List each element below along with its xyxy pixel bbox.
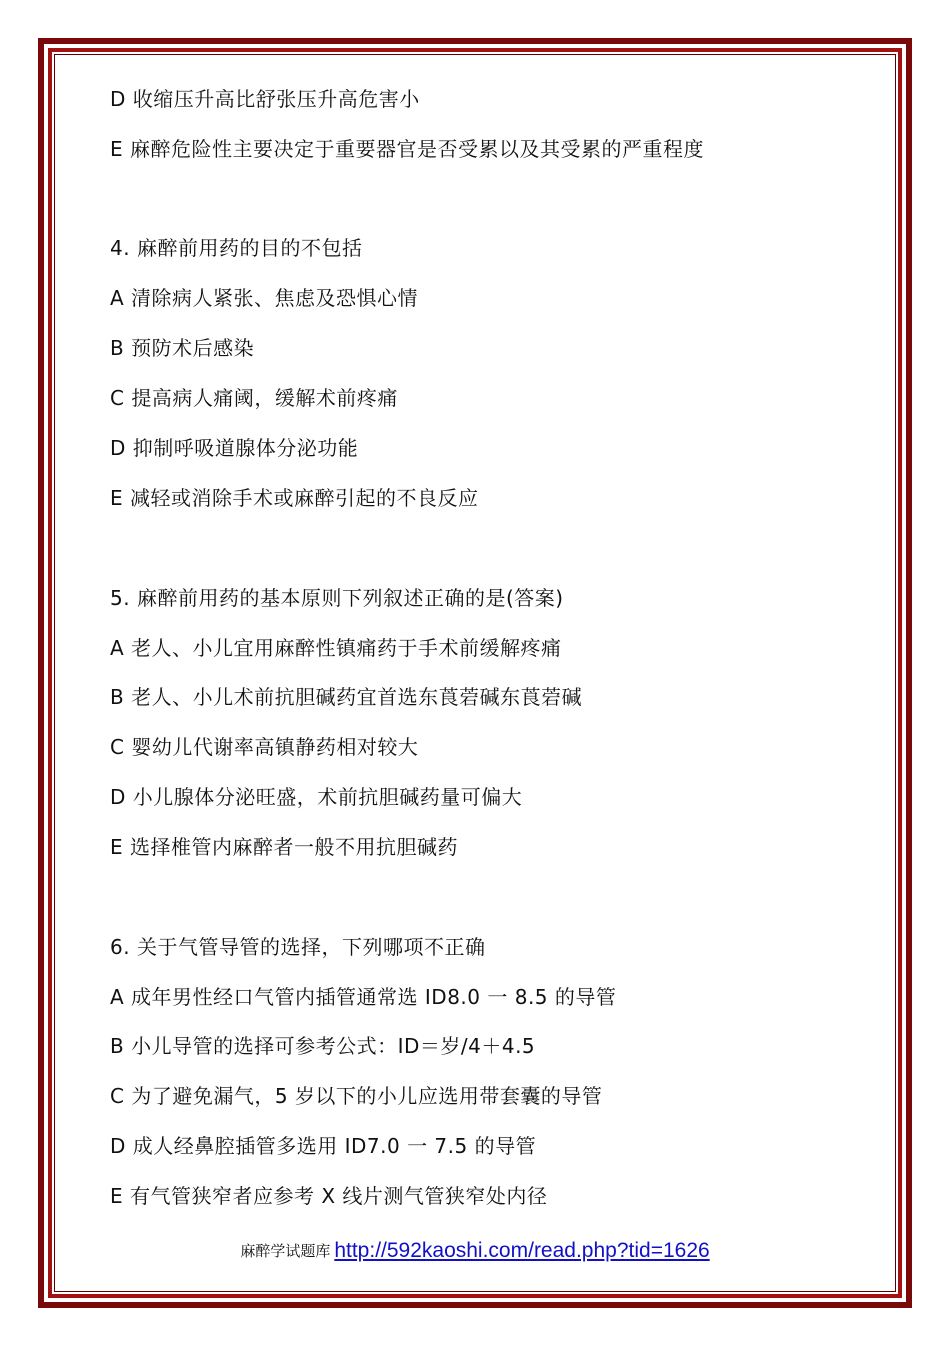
option-c-q5: C 婴幼儿代谢率高镇静药相对较大	[110, 735, 419, 759]
option-b-q6: B 小儿导管的选择可参考公式：ID＝岁/4＋4.5	[110, 1034, 536, 1058]
option-a-q5: A 老人、小儿宜用麻醉性镇痛药于手术前缓解疼痛	[110, 636, 562, 660]
option-e-q6: E 有气管狭窄者应参考 X 线片测气管狭窄处内径	[110, 1184, 548, 1208]
option-d-q5: D 小儿腺体分泌旺盛，术前抗胆碱药量可偏大	[110, 785, 523, 809]
option-a-q6: A 成年男性经口气管内插管通常选 ID8.0 一 8.5 的导管	[110, 985, 617, 1009]
option-d-q3: D 收缩压升高比舒张压升高危害小	[110, 87, 420, 111]
page-footer	[0, 1236, 950, 1266]
option-d-q6: D 成人经鼻腔插管多选用 ID7.0 一 7.5 的导管	[110, 1134, 537, 1158]
option-b-q5: B 老人、小儿术前抗胆碱药宜首选东莨菪碱东莨菪碱	[110, 685, 583, 709]
option-e-q4: E 减轻或消除手术或麻醉引起的不良反应	[110, 486, 479, 510]
option-a-q4: A 清除病人紧张、焦虑及恐惧心情	[110, 286, 419, 310]
page-border	[38, 38, 912, 1308]
footer-label: 麻醉学试题库	[240, 1242, 331, 1260]
option-b-q4: B 预防术后感染	[110, 336, 255, 360]
option-c-q4: C 提高病人痛阈，缓解术前疼痛	[110, 386, 398, 410]
option-e-q5: E 选择椎管内麻醉者一般不用抗胆碱药	[110, 835, 458, 859]
question-4: 4. 麻醉前用药的目的不包括	[110, 236, 363, 260]
option-c-q6: C 为了避免漏气，5 岁以下的小儿应选用带套囊的导管	[110, 1084, 603, 1108]
option-e-q3: E 麻醉危险性主要决定于重要器官是否受累以及其受累的严重程度	[110, 137, 704, 161]
option-d-q4: D 抑制呼吸道腺体分泌功能	[110, 436, 359, 460]
footer-link[interactable]: http://592kaoshi.com/read.php?tid=1626	[334, 1239, 710, 1262]
question-5: 5. 麻醉前用药的基本原则下列叙述正确的是(答案)	[110, 586, 564, 610]
question-6: 6. 关于气管导管的选择，下列哪项不正确	[110, 935, 486, 959]
